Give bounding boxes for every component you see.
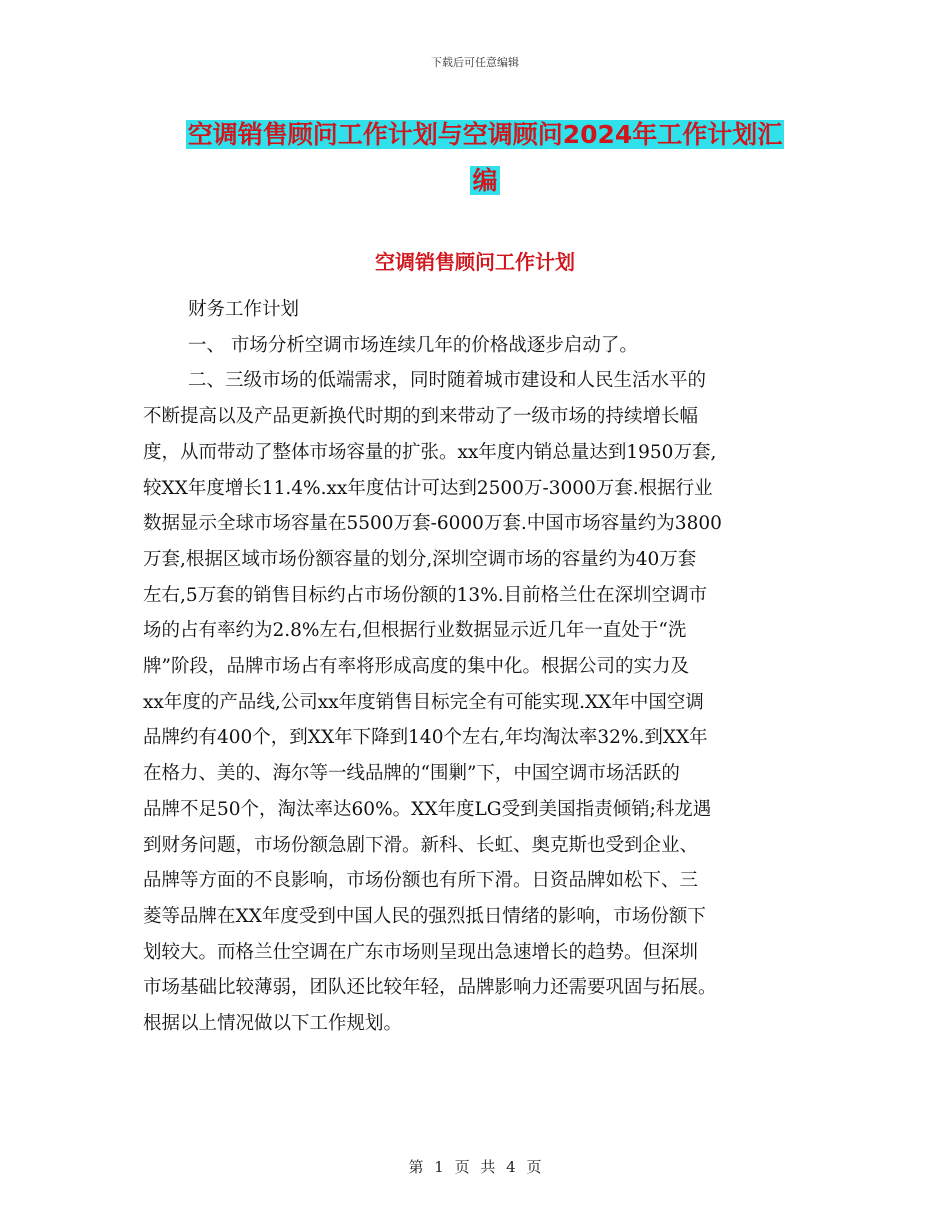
paragraph-line: 场的占有率约为2.8%左右,但根据行业数据显示近几年一直处于“洗 <box>143 620 687 642</box>
paragraph-line: 市场基础比较薄弱，团队还比较年轻，品牌影响力还需要巩固与拓展。 <box>143 977 717 999</box>
document-title <box>145 112 825 204</box>
section-title: 空调销售顾问工作计划 <box>375 250 575 274</box>
paragraph-line: 在格力、美的、海尔等一线品牌的“围剿”下，中国空调市场活跃的 <box>143 763 680 785</box>
paragraph-line: 较XX年度增长11.4%.xx年度估计可达到2500万-3000万套.根据行业 <box>143 477 713 499</box>
paragraph-line: 数据显示全球市场容量在5500万套-6000万套.中国市场容量约为3800 <box>143 513 722 535</box>
document-title-line-1: 空调销售顾问工作计划与空调顾问2024年工作计划汇 <box>187 120 783 149</box>
document-title-line-2: 编 <box>472 166 498 195</box>
paragraph-line: xx年度的产品线,公司xx年度销售目标完全有可能实现.XX年中国空调 <box>143 691 704 713</box>
page-footer: 第 1 页 共 4 页 <box>408 1158 542 1176</box>
paragraph-line: 左右,5万套的销售目标约占市场份额的13%.目前格兰仕在深圳空调市 <box>143 584 708 606</box>
paragraph-line: 到财务问题，市场份额急剧下滑。新科、长虹、奥克斯也受到企业、 <box>143 834 699 856</box>
page-header-note: 下载后可任意编辑 <box>431 56 519 69</box>
body-text <box>143 292 815 1042</box>
paragraph-line: 菱等品牌在XX年度受到中国人民的强烈抵日情绪的影响，市场份额下 <box>143 905 706 927</box>
paragraph-heading: 财务工作计划 <box>188 299 300 320</box>
paragraph-line: 品牌不足50个，淘汰率达60%。XX年度LG受到美国指责倾销;科龙遇 <box>143 798 712 820</box>
paragraph-line: 不断提高以及产品更新换代时期的到来带动了一级市场的持续增长幅 <box>143 406 699 428</box>
paragraph-line: 品牌等方面的不良影响，市场份额也有所下滑。日资品牌如松下、三 <box>143 870 699 892</box>
paragraph-line: 度，从而带动了整体市场容量的扩张。xx年度内销总量达到1950万套, <box>143 441 717 463</box>
paragraph-line: 万套,根据区域市场份额容量的划分,深圳空调市场的容量约为40万套 <box>143 548 697 570</box>
paragraph-line: 根据以上情况做以下工作规划。 <box>143 1013 403 1035</box>
paragraph-line: 二、三级市场的低端需求，同时随着城市建设和人民生活水平的 <box>188 370 707 392</box>
paragraph-line: 品牌约有400个，到XX年下降到140个左右,年均淘汰率32%.到XX年 <box>143 727 708 749</box>
paragraph-line: 牌”阶段，品牌市场占有率将形成高度的集中化。根据公司的实力及 <box>143 656 689 678</box>
paragraph-line: 划较大。而格兰仕空调在广东市场则呈现出急速增长的趋势。但深圳 <box>143 941 699 963</box>
paragraph-item-1: 一、 市场分析空调市场连续几年的价格战逐步启动了。 <box>188 334 638 356</box>
